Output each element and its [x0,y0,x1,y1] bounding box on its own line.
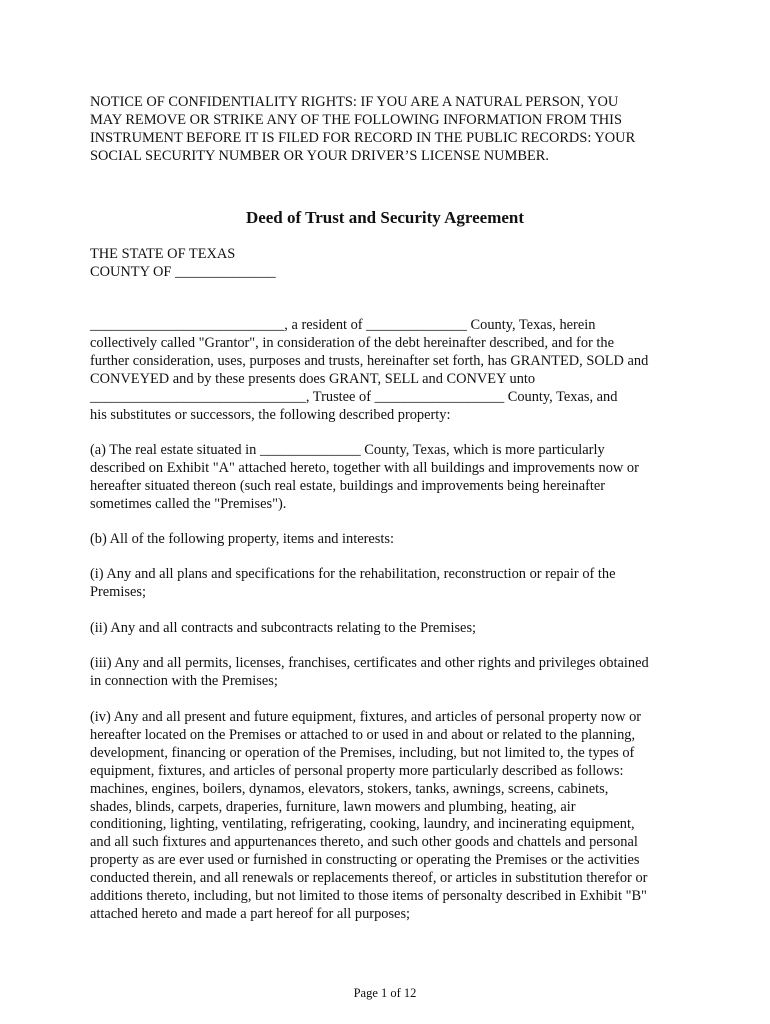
paragraph-line: and all such fixtures and appurtenances thereto, and such other goods and chattels and personal [90,834,638,851]
state-line: THE STATE OF TEXAS [90,246,236,262]
paragraph-line: equipment, fixtures, and articles of personal property more particularly described as follows: [90,762,624,779]
paragraph-line: development, financing or operation of the Premises, including, but not limited to, the types of [90,744,635,761]
county-line: COUNTY OF ______________ [90,263,276,280]
paragraph-line: property as are ever used or furnished in constructing or operating the Premises or the activities [90,852,640,869]
paragraph-line: his substitutes or successors, the following described property: [90,406,451,423]
paragraph-line: ______________________________, Trustee of __________________ County, Texas, and [90,388,618,405]
item-b-paragraph [90,531,690,549]
item-a-paragraph [90,442,690,514]
paragraph-line: (i) Any and all plans and specifications for the rehabilitation, reconstruction or repair of the [90,566,616,582]
document-title: Deed of Trust and Security Agreement [245,208,525,227]
paragraph-line: conditioning, lighting, ventilating, refrigerating, cooking, laundry, and incinerating equipment, [90,816,635,833]
item-iii-paragraph [90,655,690,691]
paragraph-line: in connection with the Premises; [90,672,278,689]
paragraph-line: ___________________________, a resident of ______________ County, Texas, herein [90,317,596,333]
paragraph-line: (iii) Any and all permits, licenses, franchises, certificates and other rights and privileges obtained [90,655,649,671]
paragraph-line: hereafter situated thereon (such real estate, buildings and improvements being hereinafter [90,477,606,494]
paragraph-line: (ii) Any and all contracts and subcontracts relating to the Premises; [90,620,477,636]
paragraph-line: Premises; [90,583,146,600]
paragraph-line: described on Exhibit "A" attached hereto, together with all buildings and improvements now or [90,459,639,476]
notice-line: INSTRUMENT BEFORE IT IS FILED FOR RECORD IN THE PUBLIC RECORDS: YOUR [90,129,636,146]
notice-line: NOTICE OF CONFIDENTIALITY RIGHTS: IF YOU ARE A NATURAL PERSON, YOU [90,94,619,110]
paragraph-line: (a) The real estate situated in ______________ County, Texas, which is more particularly [90,442,605,458]
paragraph-line: (b) All of the following property, items and interests: [90,531,395,547]
paragraph-line: (iv) Any and all present and future equipment, fixtures, and articles of personal property now or [90,709,642,725]
item-ii-paragraph [90,620,690,638]
paragraph-line: attached hereto and made a part hereof for all purposes; [90,905,411,922]
paragraph-line: hereafter located on the Premises or attached to or used in and about or related to the planning, [90,726,636,743]
paragraph-line: collectively called "Grantor", in consideration of the debt hereinafter described, and for the [90,334,615,351]
notice-line: SOCIAL SECURITY NUMBER OR YOUR DRIVER’S LICENSE NUMBER. [90,147,549,164]
paragraph-line: additions thereto, including, but not limited to those items of personalty described in Exhibit "B" [90,888,647,905]
item-iv-paragraph [90,709,690,924]
paragraph-line: sometimes called the "Premises"). [90,495,287,512]
notice-line: MAY REMOVE OR STRIKE ANY OF THE FOLLOWING INFORMATION FROM THIS [90,111,622,128]
paragraph-line: conducted therein, and all renewals or replacements thereof, or articles in substitution therefor or [90,870,648,887]
item-i-paragraph [90,566,690,602]
paragraph-line: shades, blinds, carpets, draperies, furniture, lawn mowers and plumbing, heating, air [90,798,576,815]
state-county-block [90,246,690,282]
confidentiality-notice [90,94,690,166]
paragraph-line: machines, engines, boilers, dynamos, elevators, stokers, tanks, awnings, screens, cabinets, [90,780,609,797]
paragraph-line: CONVEYED and by these presents does GRANT, SELL and CONVEY unto [90,370,536,387]
grantor-paragraph [90,317,690,424]
paragraph-line: further consideration, uses, purposes and trusts, hereinafter set forth, has GRANTED, SOLD and [90,352,649,369]
page-number: Page 1 of 12 [353,986,417,1000]
